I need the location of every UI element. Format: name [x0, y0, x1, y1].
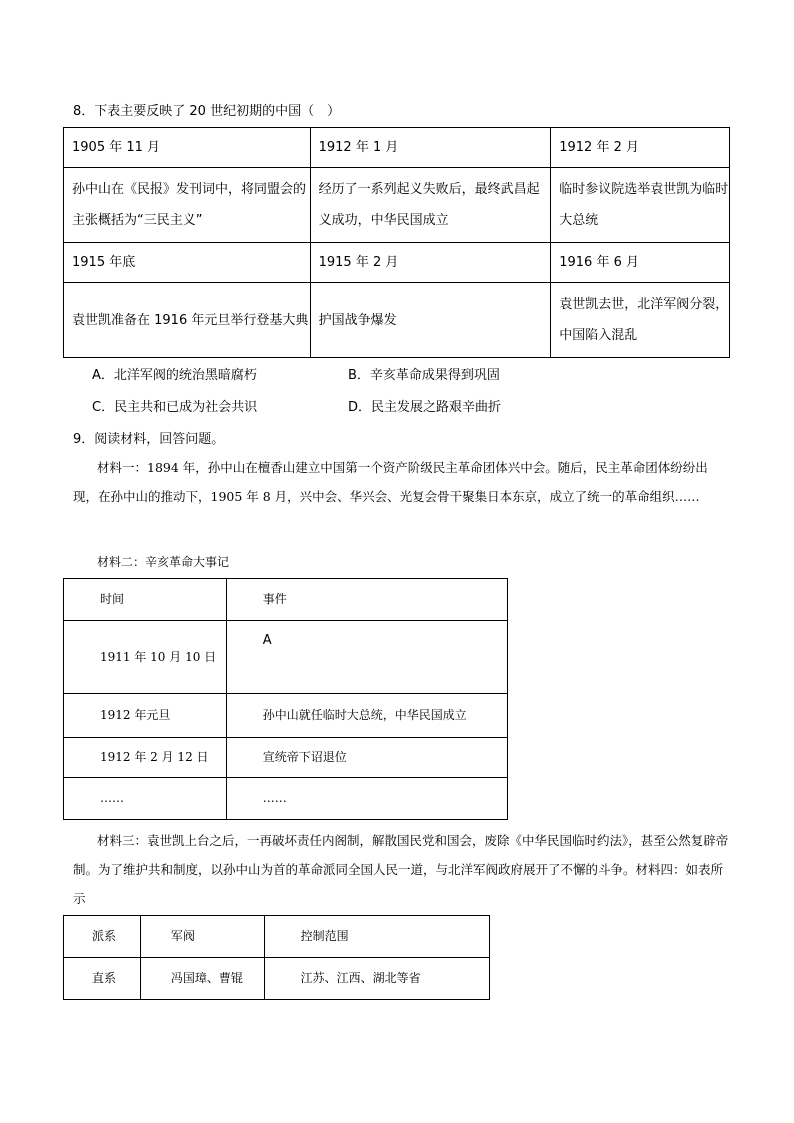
cell-r1-c3: 1912 年 2 月 [551, 128, 730, 168]
cell-r2-c3: 临时参议院选举袁世凯为临时大总统 [551, 168, 730, 243]
header-faction: 派系 [64, 916, 141, 958]
row-territory: 江苏、江西、湖北等省 [264, 958, 489, 1000]
row1-time: 1911 年 10 月 10 日 [64, 621, 227, 694]
material-3: 材料三：袁世凯上台之后，一再破坏责任内阁制，解散国民党和国会，废除《中华民国临时约法》，甚至公然复辟帝制。为了维护共和制度，以孙中山为首的革命派同全国人民一道，与北洋军阀政府展开了不懈的斗争。材料四：如表所示 [73, 833, 729, 906]
header-territory: 控制范围 [264, 916, 489, 958]
row4-time: …… [64, 778, 227, 820]
cell-r2-c2: 经历了一系列起义失败后，最终武昌起义成功，中华民国成立 [310, 168, 551, 243]
header-time: 时间 [64, 579, 227, 621]
question-9-title: 9．阅读材料，回答问题。 [73, 432, 225, 447]
cell-r4-c3: 袁世凯去世，北洋军阀分裂，中国陷入混乱 [551, 283, 730, 358]
cell-r2-c1: 孙中山在《民报》发刊词中，将同盟会的主张概括为“三民主义” [64, 168, 311, 243]
option-d: D．民主发展之路艰辛曲折 [348, 400, 502, 415]
option-a: A．北洋军阀的统治黑暗腐朽 [92, 368, 257, 383]
option-b: B．辛亥革命成果得到巩固 [348, 368, 500, 383]
cell-r3-c2: 1915 年 2 月 [310, 243, 551, 283]
cell-r3-c3: 1916 年 6 月 [551, 243, 730, 283]
header-event: 事件 [226, 579, 507, 621]
row2-time: 1912 年元旦 [64, 694, 227, 738]
row3-time: 1912 年 2 月 12 日 [64, 738, 227, 778]
material-2-title: 材料二：辛亥革命大事记 [97, 555, 230, 569]
row3-event: 宣统帝下诏退位 [226, 738, 507, 778]
question-8-table [63, 127, 730, 358]
material-1: 材料一：1894 年，孙中山在檀香山建立中国第一个资产阶级民主革命团体兴中会。随后，民主革命团体纷纷出现，在孙中山的推动下，1905 年 8 月，兴中会、华兴会、光复会骨干聚集日本东京，成立了统一的革命组织…… [73, 460, 708, 504]
question-8-title: 8．下表主要反映了 20 世纪初期的中国（ ） [73, 104, 341, 119]
row-faction: 直系 [64, 958, 141, 1000]
cell-r1-c1: 1905 年 11 月 [64, 128, 311, 168]
row4-event: …… [226, 778, 507, 820]
header-warlord: 军阀 [140, 916, 264, 958]
cell-r1-c2: 1912 年 1 月 [310, 128, 551, 168]
row2-event: 孙中山就任临时大总统，中华民国成立 [226, 694, 507, 738]
row-warlord: 冯国璋、曹锟 [140, 958, 264, 1000]
option-c: C．民主共和已成为社会共识 [92, 400, 258, 415]
cell-r3-c1: 1915 年底 [64, 243, 311, 283]
cell-r4-c1: 袁世凯准备在 1916 年元旦举行登基大典 [64, 283, 311, 358]
cell-r4-c2: 护国战争爆发 [310, 283, 551, 358]
material-4-table [63, 915, 490, 1000]
row1-event: A [226, 621, 507, 694]
material-2-table [63, 578, 508, 820]
